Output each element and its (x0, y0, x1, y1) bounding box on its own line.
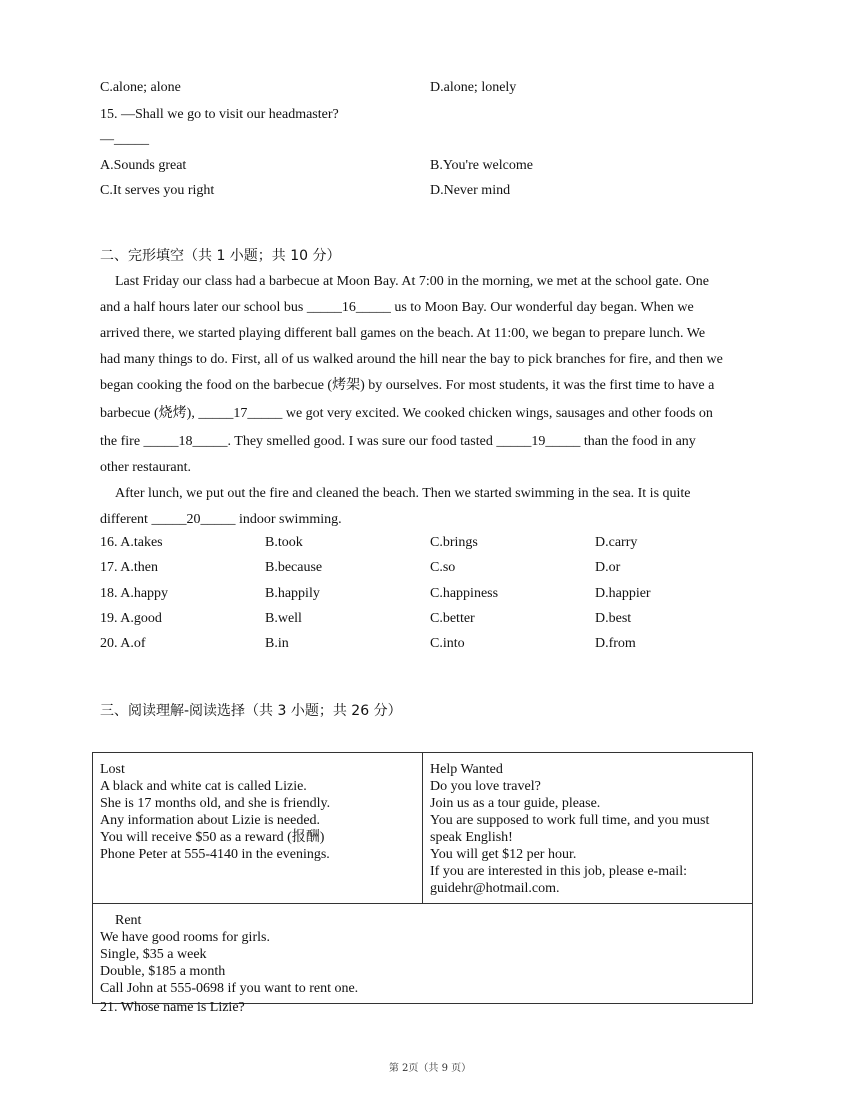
section3-heading: 三、阅读理解-阅读选择（共 3 小题；共 26 分） (100, 703, 402, 719)
help-ad-line: speak English! (430, 830, 513, 845)
option-16-b: B.took (265, 535, 303, 550)
section2-heading: 二、完形填空（共 1 小题；共 10 分） (100, 248, 341, 264)
help-ad-line: You are supposed to work full time, and you must (430, 813, 710, 828)
rent-ad-line: Call John at 555-0698 if you want to rent one. (100, 981, 359, 996)
help-ad-line: guidehr@hotmail.com. (430, 881, 560, 896)
option-20-a: 20. A.of (100, 636, 146, 651)
cloze-passage (100, 269, 762, 533)
rent-ad-title: Rent (115, 913, 142, 928)
lost-ad (93, 753, 423, 904)
passage-line: Last Friday our class had a barbecue at Moon Bay. At 7:00 in the morning, we met at the school gate. One (115, 274, 709, 289)
lost-ad-line: A black and white cat is called Lizie. (100, 779, 307, 794)
lost-ad-title: Lost (100, 762, 125, 777)
passage-line: the fire _____18_____. They smelled good. I was sure our food tasted _____19_____ than the food in any (100, 434, 696, 449)
rent-ad (93, 904, 753, 1004)
option-18-d: D.happier (595, 586, 651, 601)
option-17-a: 17. A.then (100, 560, 158, 575)
option-18-a: 18. A.happy (100, 586, 169, 601)
q14-option-c: C.alone; alone (100, 80, 181, 95)
help-ad-line: Join us as a tour guide, please. (430, 796, 601, 811)
option-16-a: 16. A.takes (100, 535, 163, 550)
help-ad-title: Help Wanted (430, 762, 503, 777)
q15-option-c: C.It serves you right (100, 183, 215, 198)
option-19-b: B.well (265, 611, 302, 626)
option-17-b: B.because (265, 560, 323, 575)
help-ad-line: You will get $12 per hour. (430, 847, 577, 862)
q15-option-a: A.Sounds great (100, 158, 187, 173)
help-ad-line: Do you love travel? (430, 779, 541, 794)
q15-question: 15. —Shall we go to visit our headmaster? (100, 107, 339, 122)
option-19-a: 19. A.good (100, 611, 162, 626)
page-footer: 第 2页（共 9 页） (388, 1063, 472, 1074)
passage-line: arrived there, we started playing different ball games on the beach. At 11:00, we began to prepare lunch. We (100, 326, 706, 341)
option-16-d: D.carry (595, 535, 638, 550)
passage-line: other restaurant. (100, 460, 191, 475)
q21-question: 21. Whose name is Lizie? (100, 1000, 245, 1015)
option-17-d: D.or (595, 560, 621, 575)
lost-ad-line: She is 17 months old, and she is friendly. (100, 796, 331, 811)
option-20-c: C.into (430, 636, 465, 651)
passage-line: After lunch, we put out the fire and cleaned the beach. Then we started swimming in the sea. It is quite (115, 486, 691, 501)
rent-ad-line: Single, $35 a week (100, 947, 207, 962)
option-20-b: B.in (265, 636, 289, 651)
q15-option-b: B.You're welcome (430, 158, 533, 173)
passage-line: and a half hours later our school bus _____16_____ us to Moon Bay. Our wonderful day began. When we (100, 300, 694, 315)
passage-line: had many things to do. First, all of us walked around the hill near the bay to pick branches for fire, and then we (100, 352, 723, 367)
passage-line: different _____20_____ indoor swimming. (100, 512, 342, 527)
help-wanted-ad (423, 753, 753, 904)
option-19-d: D.best (595, 611, 632, 626)
passage-line: began cooking the food on the barbecue (烤架) by ourselves. For most students, it was the first time to have a (100, 378, 715, 393)
option-18-b: B.happily (265, 586, 320, 601)
lost-ad-line: Phone Peter at 555-4140 in the evenings. (100, 847, 330, 862)
option-18-c: C.happiness (430, 586, 499, 601)
help-ad-line: If you are interested in this job, please e-mail: (430, 864, 687, 879)
rent-ad-line: Double, $185 a month (100, 964, 226, 979)
option-17-c: C.so (430, 560, 456, 575)
option-16-c: C.brings (430, 535, 478, 550)
option-19-c: C.better (430, 611, 475, 626)
ads-table (92, 752, 753, 1004)
rent-ad-line: We have good rooms for girls. (100, 930, 270, 945)
q15-answer-line: —_____ (100, 132, 149, 147)
passage-line: barbecue (烧烤), _____17_____ we got very excited. We cooked chicken wings, sausages and other foods on (100, 406, 713, 421)
option-20-d: D.from (595, 636, 636, 651)
q15-option-d: D.Never mind (430, 183, 511, 198)
q14-option-d: D.alone; lonely (430, 80, 517, 95)
lost-ad-line: You will receive $50 as a reward (报酬) (100, 830, 325, 845)
lost-ad-line: Any information about Lizie is needed. (100, 813, 321, 828)
